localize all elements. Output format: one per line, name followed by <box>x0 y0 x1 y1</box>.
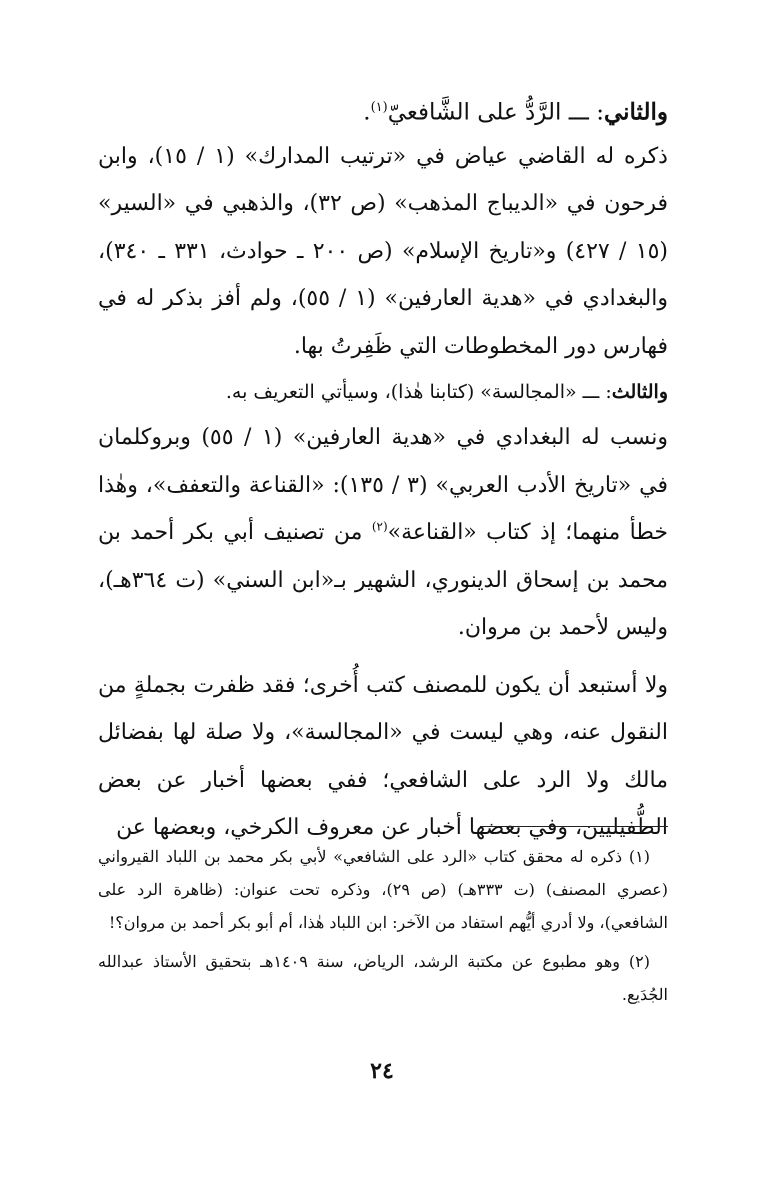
section-heading-three-label: والثالث <box>611 381 668 404</box>
footnotes <box>98 840 668 1011</box>
section-heading-two-text: : ـــ الرَّدُّ على الشَّافعيّ <box>387 99 604 126</box>
footnote-divider <box>480 826 668 827</box>
footnote-2: (٢) وهو مطبوع عن مكتبة الرشد، الرياض، سنة ١٤٠٩هـ بتحقيق الأستاذ عبدالله الجُدَيع. <box>98 952 668 1004</box>
footnote-ref-1[interactable]: (١) <box>370 100 388 115</box>
section-heading-three-text: : ـــ «المجالسة» (كتابنا هٰذا)، وسيأتي التعريف به. <box>225 381 612 404</box>
section-heading-two-end: . <box>363 99 371 126</box>
page-body <box>98 88 668 852</box>
section-heading-three <box>98 370 668 414</box>
section-heading-two-label: والثاني <box>603 98 668 126</box>
paragraph-attribution-before: ونسب له البغدادي في «هدية العارفين» (١ / ٥٥) وبروكلمان في «تاريخ الأدب العربي» (٣ / ١٣٥): «القناعة والتعفف»، وهٰذا خطأ منهما؛ إذ كتاب «القناعة» <box>98 425 668 546</box>
footnote-1: (١) ذكره له محقق كتاب «الرد على الشافعي» لأبي بكر محمد بن اللباد القيرواني (عصري المصنف) (ت ٣٣٣هـ) (ص ٢٩)، وذكره تحت عنوان: (ظاهرة الرد على الشافعي)، ولا أدري أيُّهم استفاد من الآخر: ابن اللباد هٰذا، أم أبو بكر أحمد بن مروان؟! <box>98 847 668 932</box>
paragraph-other-books: ولا أستبعد أن يكون للمصنف كتب أُخرى؛ فقد ظفرت بجملةٍ من النقول عنه، وهي ليست في «المجالسة»، ولا صلة لها بفضائل مالك ولا الرد على الشافعي؛ ففي بعضها أخبار عن بعض الطُّفيليين، وفي بعضها أخبار عن معروف الكرخي، وبعضها عن <box>98 672 668 841</box>
paragraph-sources: ذكره له القاضي عياض في «ترتيب المدارك» (١ / ١٥)، وابن فرحون في «الديباج المذهب» (ص ٣٢)، والذهبي في «السير» (١٥ / ٤٢٧) و«تاريخ الإسلام» (ص ٢٠٠ ـ حوادث، ٣٣١ ـ ٣٤٠)، والبغدادي في «هدية العارفين» (١ / ٥٥)، ولم أفز بذكر له في فهارس دور المخطوطات التي ظَفِرتُ بها. <box>98 143 668 359</box>
section-heading-two <box>98 88 668 133</box>
paragraph-attribution <box>98 414 668 652</box>
footnote-ref-2[interactable]: (٢) <box>371 519 388 534</box>
page-number: ٢٤ <box>370 1058 394 1084</box>
paragraph-attribution-after: من تصنيف أبي بكر أحمد بن محمد بن إسحاق الدينوري، الشهير بـ«ابن السني» (ت ٣٦٤هـ)، وليس لأحمد بن مروان. <box>98 520 668 641</box>
